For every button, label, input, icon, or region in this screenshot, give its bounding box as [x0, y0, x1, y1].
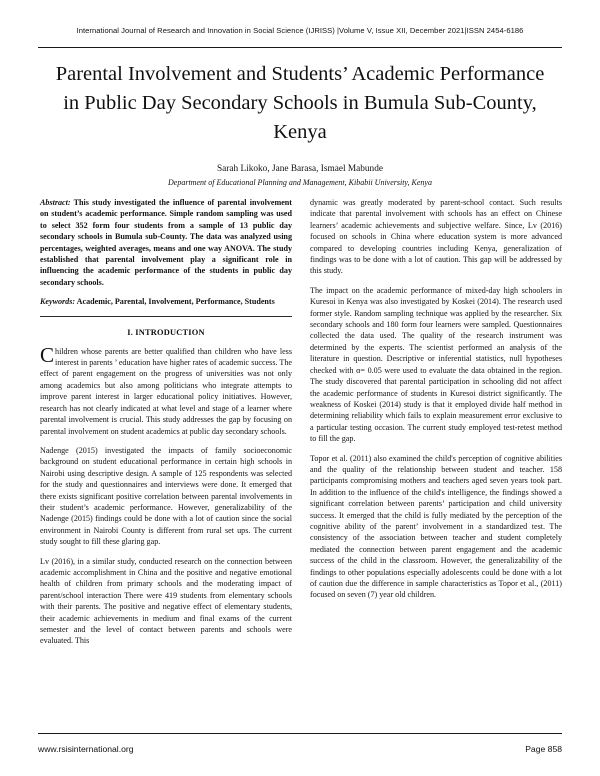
keywords-text: Academic, Parental, Involvement, Performance, Students: [75, 297, 275, 307]
journal-website[interactable]: www.rsisinternational.org: [38, 744, 134, 754]
abstract: [40, 197, 292, 288]
paragraph: dynamic was greatly moderated by parent-school contact. Such results indicate that parental involvement with schools has an effect on Chinese learners’ academic achievements and subjective welfare. Since, Lv (2016) focused on schools in China where education system is more advanced compared to developing countries including Kenya, generalization of findings was to be done with a lot of caution. This gap will be addressed by this study.: [310, 198, 562, 276]
body-columns: [40, 197, 560, 716]
keywords: [40, 296, 292, 307]
paragraph: Children whose parents are better qualified than children who have less interest in parents ’ education have higher rates of academic success. The effect of parent engagement on the progress of universities was not only among academics but also among politicians who integrate attempts to improve parent interest in larger educational policy initiatives. However, research has not clearly indicated at what level and stage of a learner where parental involvement is crucial. This study addresses the gap by focusing on parental involvement on student academics at public day secondary schools.: [40, 342, 292, 436]
page-footer: [38, 744, 562, 754]
left-column: [40, 197, 292, 716]
paragraph: The impact on the academic performance of mixed-day high schoolers in Kuresoi in Kenya was also investigated by Koskei (2014). The research used former style. Random sampling technique was applied by the researcher. Six secondary schools and 180 form four learners were sampled. Questionnaires collected the data used. The quality of the research instrument was determined by the experts. The scientist performed an analysis of the literature in question. Descriptive or inferential statistics, null hypotheses checked with α= 0.05 were used to evaluate the data obtained in the region. The study discovered that parental participation in schooling did not affect the academic performance of students in Kuresoi district significantly. The weakness of Koskei (2014) study is that it employed divide half method in determining reliability which fails to explain measurement error exclusive to a particular testing occasion. The current study employed test-retest method to fill the gap.: [310, 285, 562, 444]
affiliation: Department of Educational Planning and Management, Kibabii University, Kenya: [168, 178, 432, 187]
header-divider: [38, 47, 562, 48]
author-list: Sarah Likoko, Jane Barasa, Ismael Mabunde: [216, 164, 383, 174]
footer-divider: [38, 733, 562, 734]
keywords-label: Keywords:: [40, 297, 76, 307]
abstract-divider: [40, 316, 292, 317]
running-header: International Journal of Research and Innovation in Social Science (IJRISS) |Volume V, Issue XII, December 2021|ISSN 2454-6186: [76, 26, 524, 35]
abstract-label: Abstract:: [40, 198, 71, 207]
abstract-text: This study investigated the influence of parental involvement on student’s academic performance. Simple random sampling was used to select 352 form four students from a sample of 13 public day secondary schools in Bumula sub-County. The data was analyzed using percentages, weighted averages, means and one way ANOVA. The study established that parental involvement play a significant role in influencing the academic performance of the students in public day secondary schools.: [40, 198, 292, 287]
title-block: [46, 60, 554, 187]
section-heading-introduction: I. INTRODUCTION: [127, 327, 205, 337]
paragraph: Lv (2016), in a similar study, conducted research on the connection between academic accomplishment in China and the positive and negative emotional health of children from primary schools and the moderating impact of parent/school interaction There were 419 students from elementary schools with their parents. The positive and negative effect of elementary students, their academic achievements in medium and final exams of the current semester and the level of contact between parents and schools were evaluated. This: [40, 556, 292, 646]
page-number: Page 858: [525, 744, 562, 754]
paragraph: Topor et al. (2011) also examined the child's perception of cognitive abilities and the quality of the relationship between student and teacher. 158 participants compromising mothers and teachers aged seven years took part. In addition to the influence of the child's intelligence, the findings showed a significant correlation between parents’ participation and child university success. It emerged that the child is fully mediated by the perception of the cognitive ability of the parent’ involvement in a standardized test. The consistency of the association between teacher and student completely mediated the connection between parent engagement and the academic success of the child in the classroom. However, the generalizability of the findings to other populations especially adolescents could be done with a lot of caution due the difference in sample characteristics as Topor et al., (2011) focused on seven (7) year old children.: [310, 453, 562, 600]
paragraph: Nadenge (2015) investigated the impacts of family socioeconomic background on student educational performance in certain high schools in Nairobi using descriptive design. A sample of 125 respondents was selected for the study and questionnaires and interviews were done. It emerged that there exists significant positive correlation between parental involvements in their student’s academic performance. However, generalizability of the Nadenge (2015) findings could be done with a lot of caution since the social environment in Nairobi County is different from rural set ups. The current study sought to fill these glaring gap.: [40, 445, 292, 547]
right-column: [310, 197, 562, 716]
page-title: Parental Involvement and Students’ Academic Performance in Public Day Secondary Schools in Bumula Sub-County, Kenya: [55, 63, 545, 143]
